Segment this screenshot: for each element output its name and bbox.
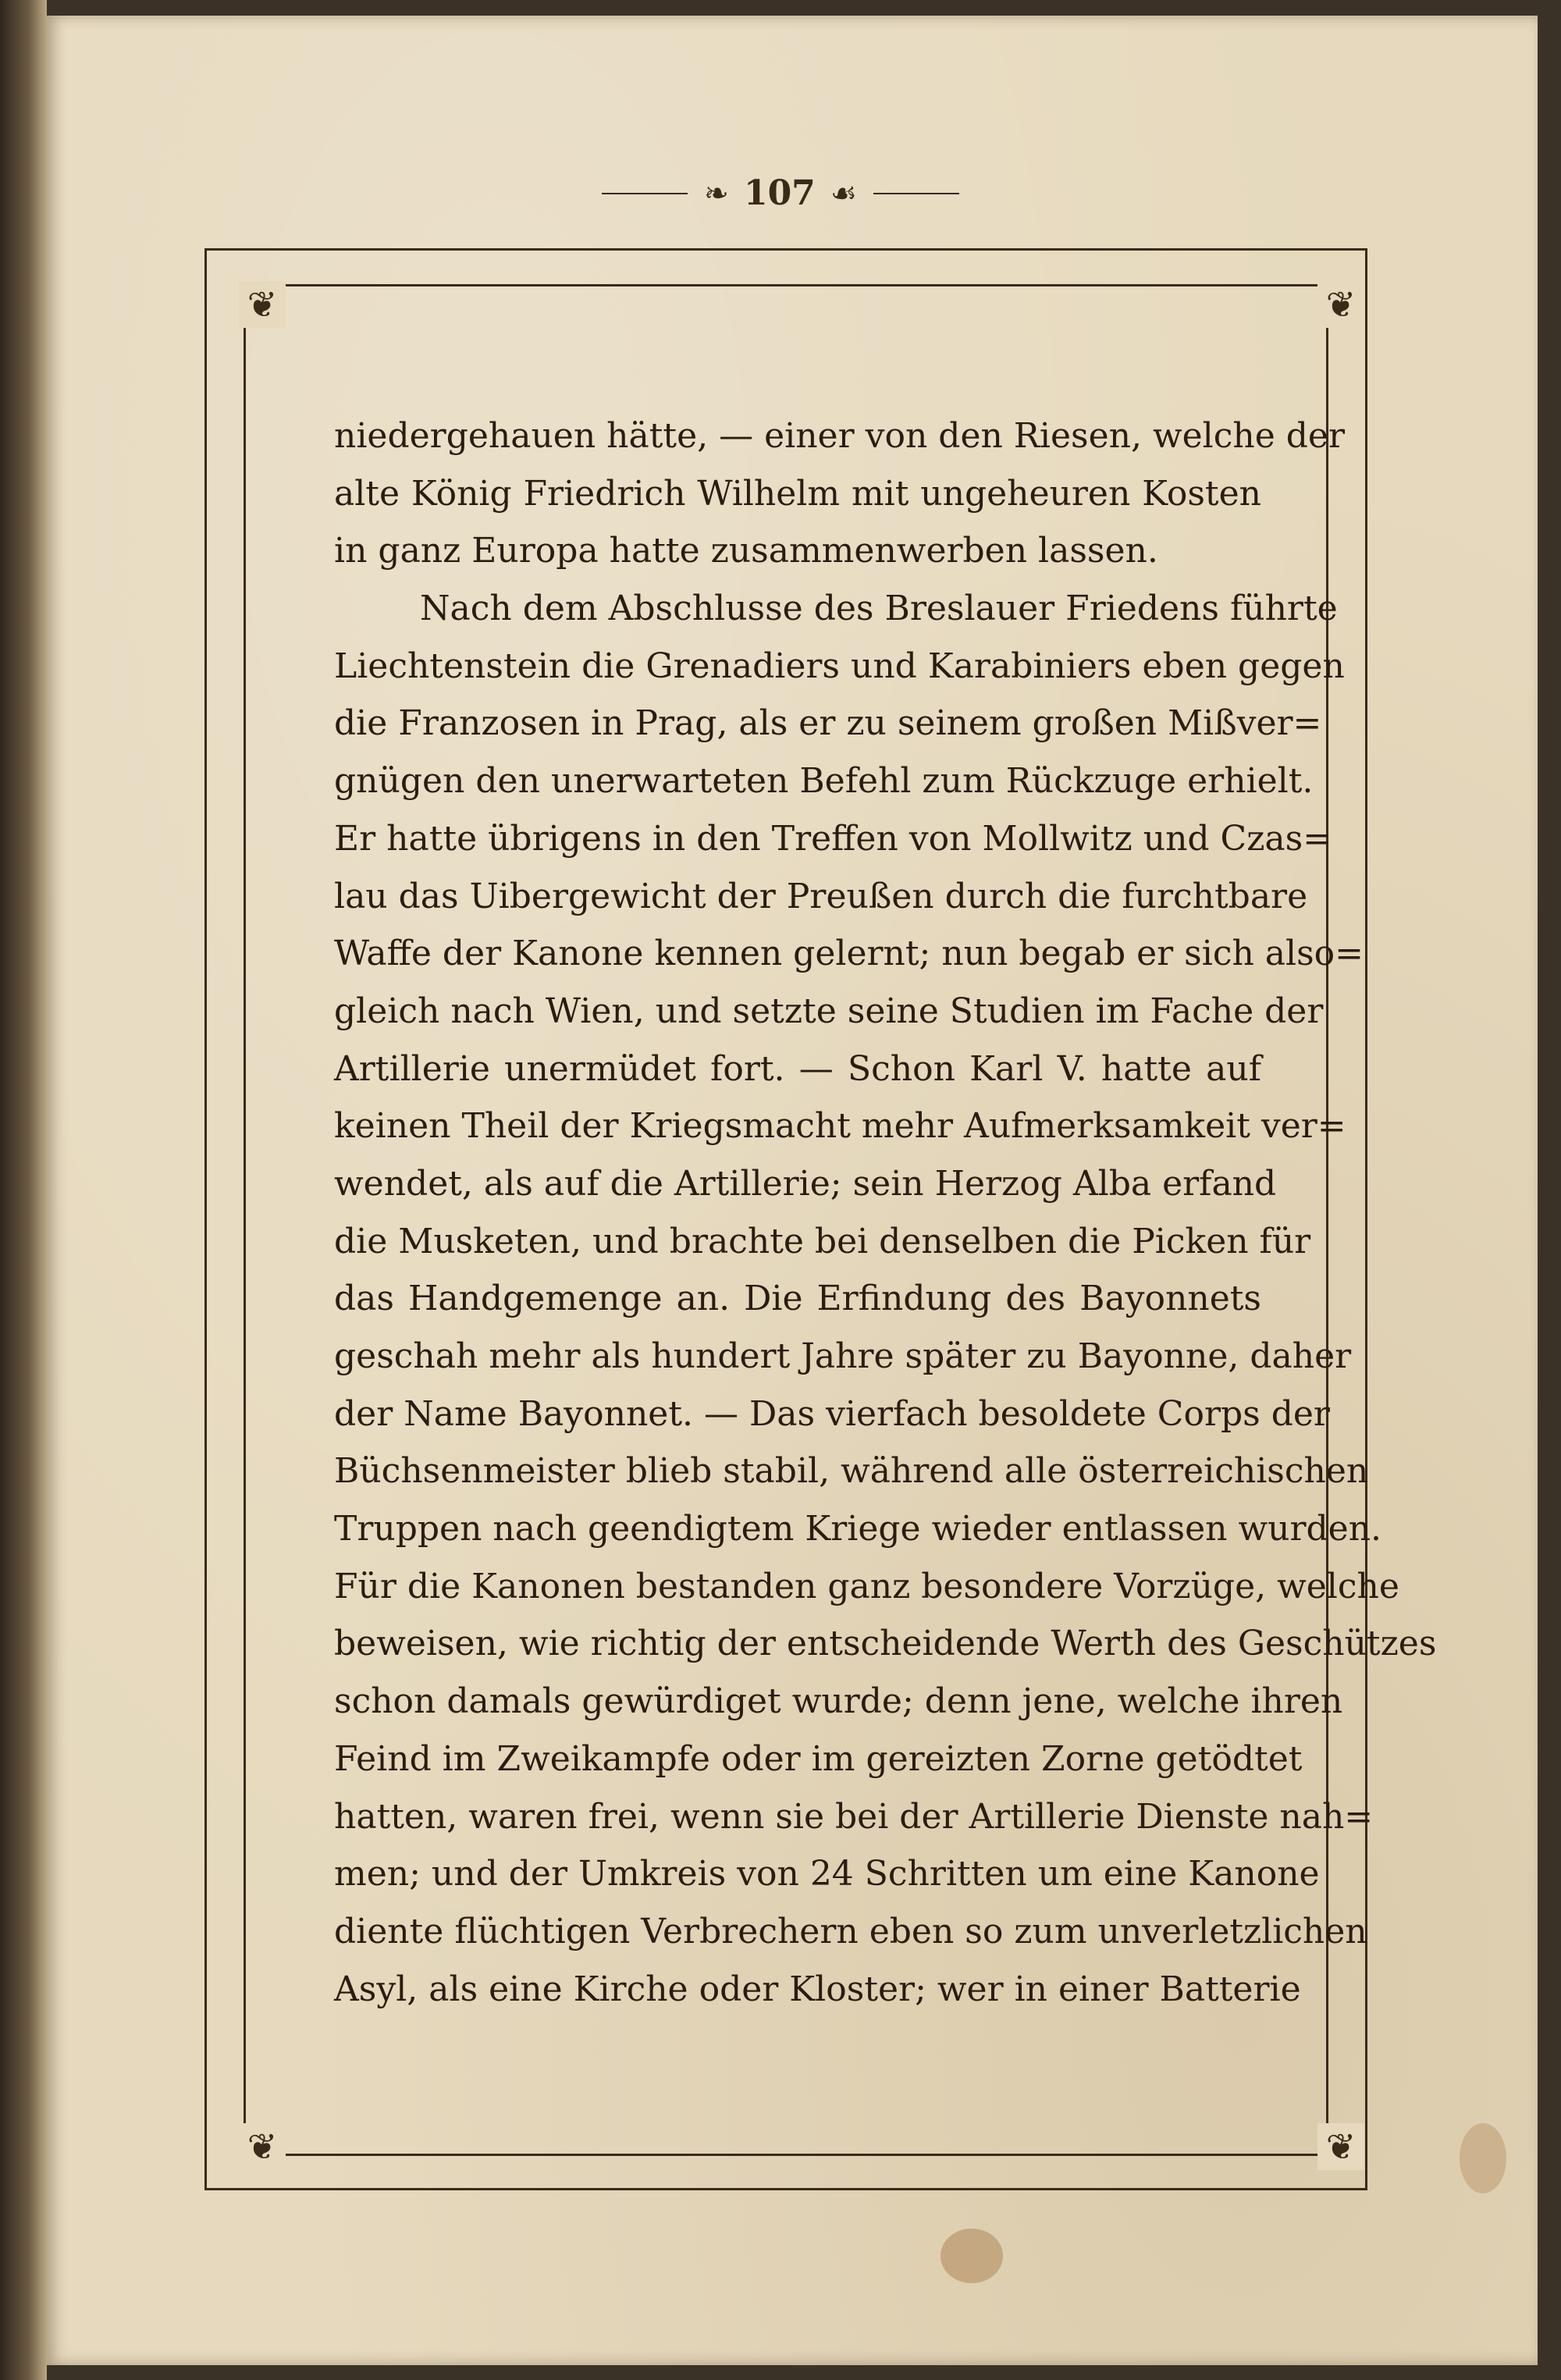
text-line: diente flüchtigen Verbrechern eben so zum unverletzlichen xyxy=(334,1911,1367,1951)
text-line: Asyl, als eine Kirche oder Kloster; wer in einer Batterie xyxy=(334,1969,1301,2009)
text-line: gnügen den unerwarteten Befehl zum Rückzuge erhielt. xyxy=(334,761,1314,802)
text-line: Waffe der Kanone kennen gelernt; nun begab er sich also= xyxy=(334,934,1364,974)
text-line: niedergehauen hätte, — einer von den Riesen, welche der xyxy=(334,416,1345,456)
text-line: men; und der Umkreis von 24 Schritten um eine Kanone xyxy=(334,1854,1320,1894)
text-line: Liechtenstein die Grenadiers und Karabiniers eben gegen xyxy=(334,646,1345,686)
text-line: hatten, waren frei, wenn sie bei der Artillerie Dienste nah= xyxy=(334,1796,1374,1837)
corner-ornament-icon: ❦ xyxy=(1317,281,1364,328)
paper-stain xyxy=(941,2229,1003,2283)
header-rule-right xyxy=(873,193,959,194)
text-line: Für die Kanonen bestanden ganz besondere Vorzüge, welche xyxy=(334,1566,1399,1606)
text-line: Feind im Zweikampfe oder im gereizten Zorne getödtet xyxy=(334,1738,1303,1779)
ornament-left-icon: ❧ xyxy=(704,176,729,211)
body-text xyxy=(334,407,1437,2018)
text-line: lau das Uibergewicht der Preußen durch die furchtbare xyxy=(334,876,1308,916)
text-line: Truppen nach geendigtem Kriege wieder entlassen wurden. xyxy=(334,1509,1382,1549)
text-line: die Franzosen in Prag, als er zu seinem großen Mißver= xyxy=(334,703,1322,744)
text-line: geschah mehr als hundert Jahre später zu Bayonne, daher xyxy=(334,1336,1352,1376)
text-line: keinen Theil der Kriegsmacht mehr Aufmerksamkeit ver= xyxy=(334,1106,1346,1147)
text-line: Artillerie unermüdet fort. — Schon Karl V. hatte auf xyxy=(334,1048,1261,1089)
corner-ornament-icon: ❦ xyxy=(1317,2123,1364,2170)
book-gutter xyxy=(0,0,47,2380)
ornament-right-icon: ☙ xyxy=(830,176,857,211)
text-line: alte König Friedrich Wilhelm mit ungeheuren Kosten xyxy=(334,473,1261,514)
text-line: Er hatte übrigens in den Treffen von Mollwitz und Czas= xyxy=(334,818,1332,859)
corner-ornament-icon: ❦ xyxy=(239,2123,286,2170)
text-line: wendet, als auf die Artillerie; sein Herzog Alba erfand xyxy=(334,1163,1277,1204)
text-line: schon damals gewürdiget wurde; denn jene, welche ihren xyxy=(334,1681,1343,1722)
text-line: beweisen, wie richtig der entscheidende Werth des Geschützes xyxy=(334,1624,1437,1664)
page-number: 107 xyxy=(743,173,816,213)
text-line: die Musketen, und brachte bei denselben die Picken für xyxy=(334,1221,1311,1261)
page-header xyxy=(0,173,1561,213)
text-line: Nach dem Abschlusse des Breslauer Friedens führte xyxy=(420,589,1338,629)
text-line: das Handgemenge an. Die Erfindung des Bayonnets xyxy=(334,1279,1261,1319)
header-rule-left xyxy=(602,193,688,194)
text-line: der Name Bayonnet. — Das vierfach besoldete Corps der xyxy=(334,1393,1330,1434)
corner-ornament-icon: ❦ xyxy=(239,281,286,328)
text-line: in ganz Europa hatte zusammenwerben lassen. xyxy=(334,531,1158,571)
text-line: gleich nach Wien, und setzte seine Studien im Fache der xyxy=(334,991,1324,1031)
paper-stain xyxy=(1460,2123,1506,2193)
text-line: Büchsenmeister blieb stabil, während alle österreichischen xyxy=(334,1451,1369,1492)
